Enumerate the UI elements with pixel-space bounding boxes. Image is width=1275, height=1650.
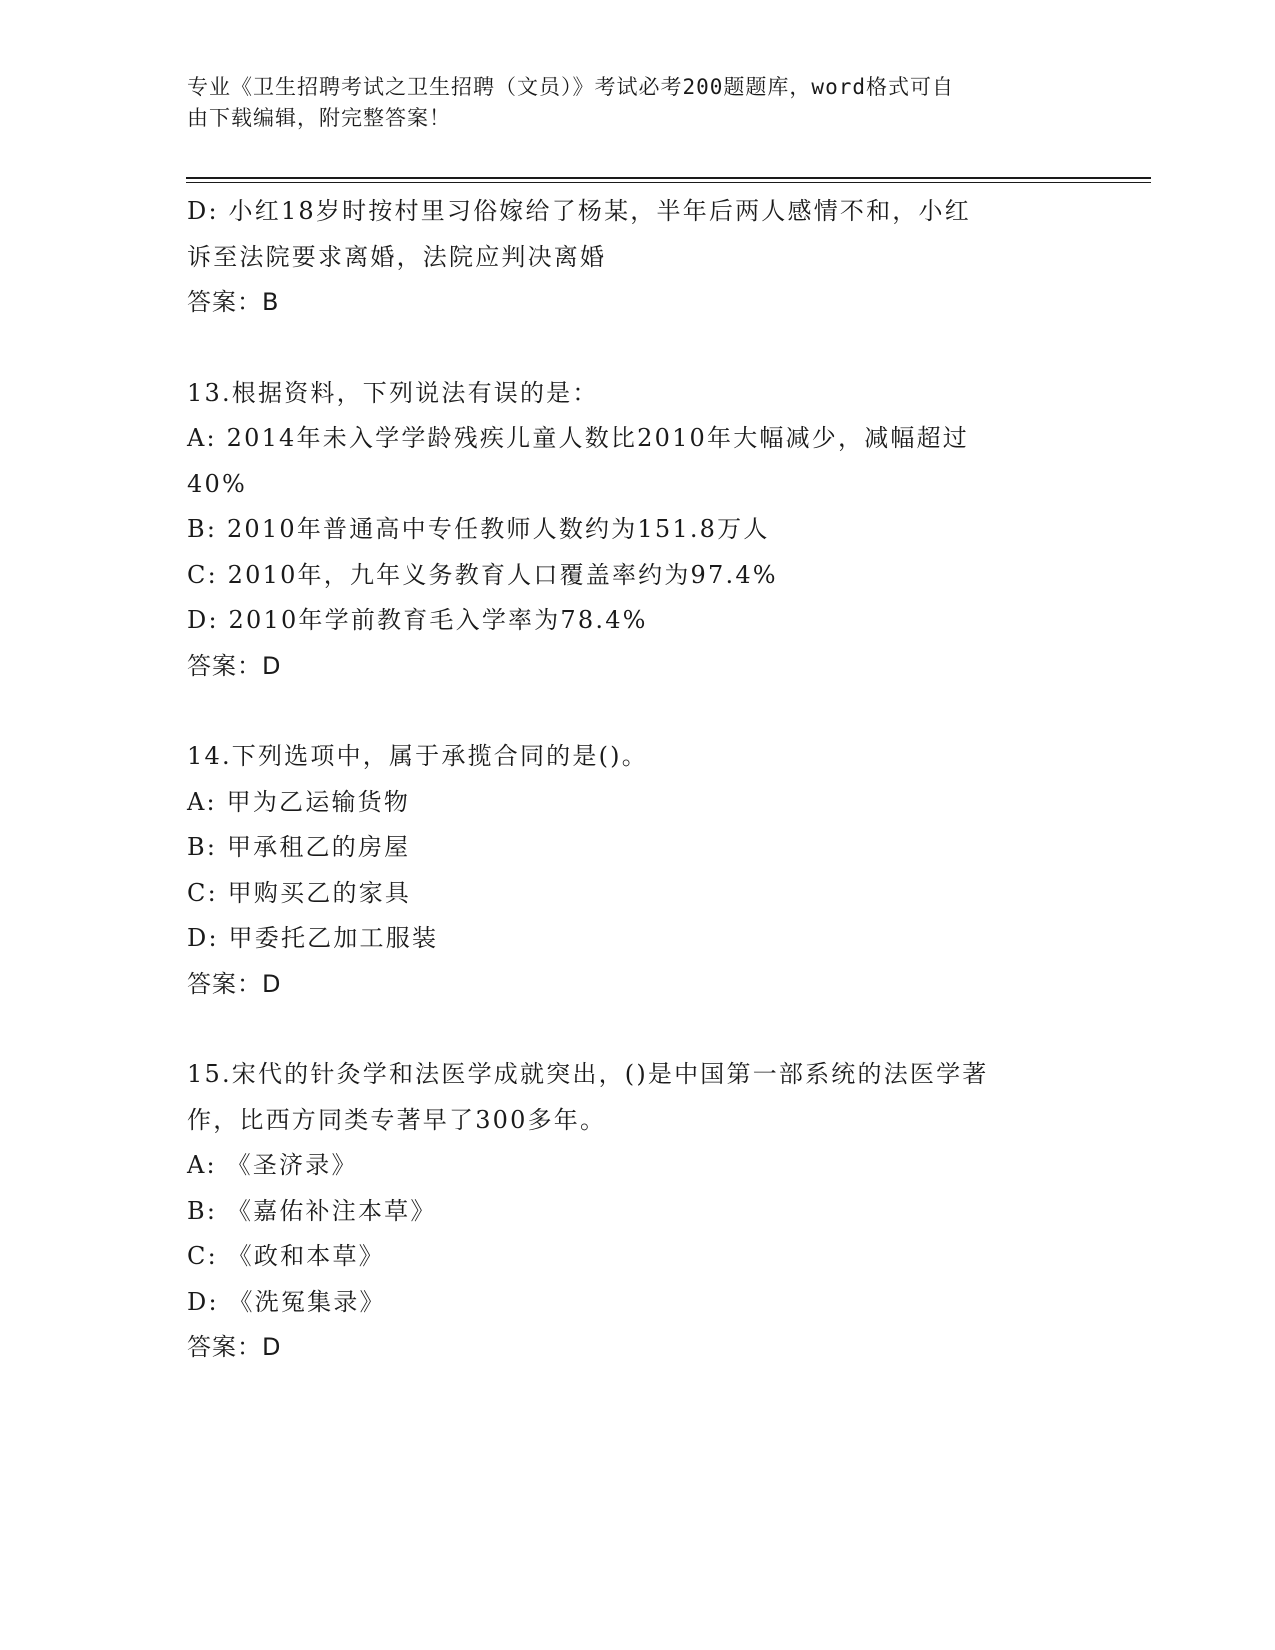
option-d-line-1: D: 小红18岁时按村里习俗嫁给了杨某，半年后两人感情不和，小红	[187, 197, 971, 225]
option-c: C: 2010年，九年义务教育人口覆盖率约为97.4%	[187, 560, 778, 589]
answer-line: 答案：B	[187, 288, 280, 316]
spacer	[187, 1007, 1087, 1052]
question-stem-line-1: 15.宋代的针灸学和法医学成就突出，()是中国第一部系统的法医学著	[187, 1060, 989, 1088]
question-stem: 13.根据资料，下列说法有误的是：	[187, 378, 599, 407]
question-list	[187, 189, 1087, 1371]
option-b: B: 《嘉佑补注本草》	[187, 1196, 437, 1225]
document-header	[187, 72, 1067, 134]
previous-question-tail	[187, 189, 1087, 326]
option-c: C: 《政和本草》	[187, 1242, 385, 1270]
option-a: A: 甲为乙运输货物	[187, 787, 411, 816]
answer-line: 答案：D	[187, 651, 282, 680]
option-d: D: 《洗冤集录》	[187, 1287, 386, 1316]
spacer	[187, 689, 1087, 734]
question-15	[187, 1052, 1087, 1371]
answer-line: 答案：D	[187, 1333, 282, 1361]
option-c: C: 甲购买乙的家具	[187, 878, 412, 907]
spacer	[187, 326, 1087, 371]
header-line-2: 由下载编辑，附完整答案！	[187, 106, 451, 130]
option-d: D: 甲委托乙加工服装	[187, 924, 439, 952]
option-d: D: 2010年学前教育毛入学率为78.4%	[187, 606, 648, 634]
question-13	[187, 371, 1087, 690]
header-divider-thin	[186, 182, 1151, 183]
option-a-line-1: A: 2014年未入学学龄残疾儿童人数比2010年大幅减少，减幅超过	[187, 424, 970, 452]
option-d-line-2: 诉至法院要求离婚，法院应判决离婚	[187, 242, 607, 271]
question-stem-line-2: 作，比西方同类专著早了300多年。	[187, 1105, 607, 1134]
option-b: B: 甲承租乙的房屋	[187, 833, 411, 861]
question-14	[187, 734, 1087, 1007]
question-stem: 14.下列选项中，属于承揽合同的是()。	[187, 742, 648, 770]
option-a-line-2: 40%	[187, 469, 247, 498]
header-divider-thick	[186, 177, 1151, 179]
option-b: B: 2010年普通高中专任教师人数约为151.8万人	[187, 515, 770, 543]
option-a: A: 《圣济录》	[187, 1151, 358, 1179]
header-line-1: 专业《卫生招聘考试之卫生招聘（文员）》考试必考200题题库，word格式可自	[187, 75, 954, 99]
answer-line: 答案：D	[187, 969, 282, 998]
